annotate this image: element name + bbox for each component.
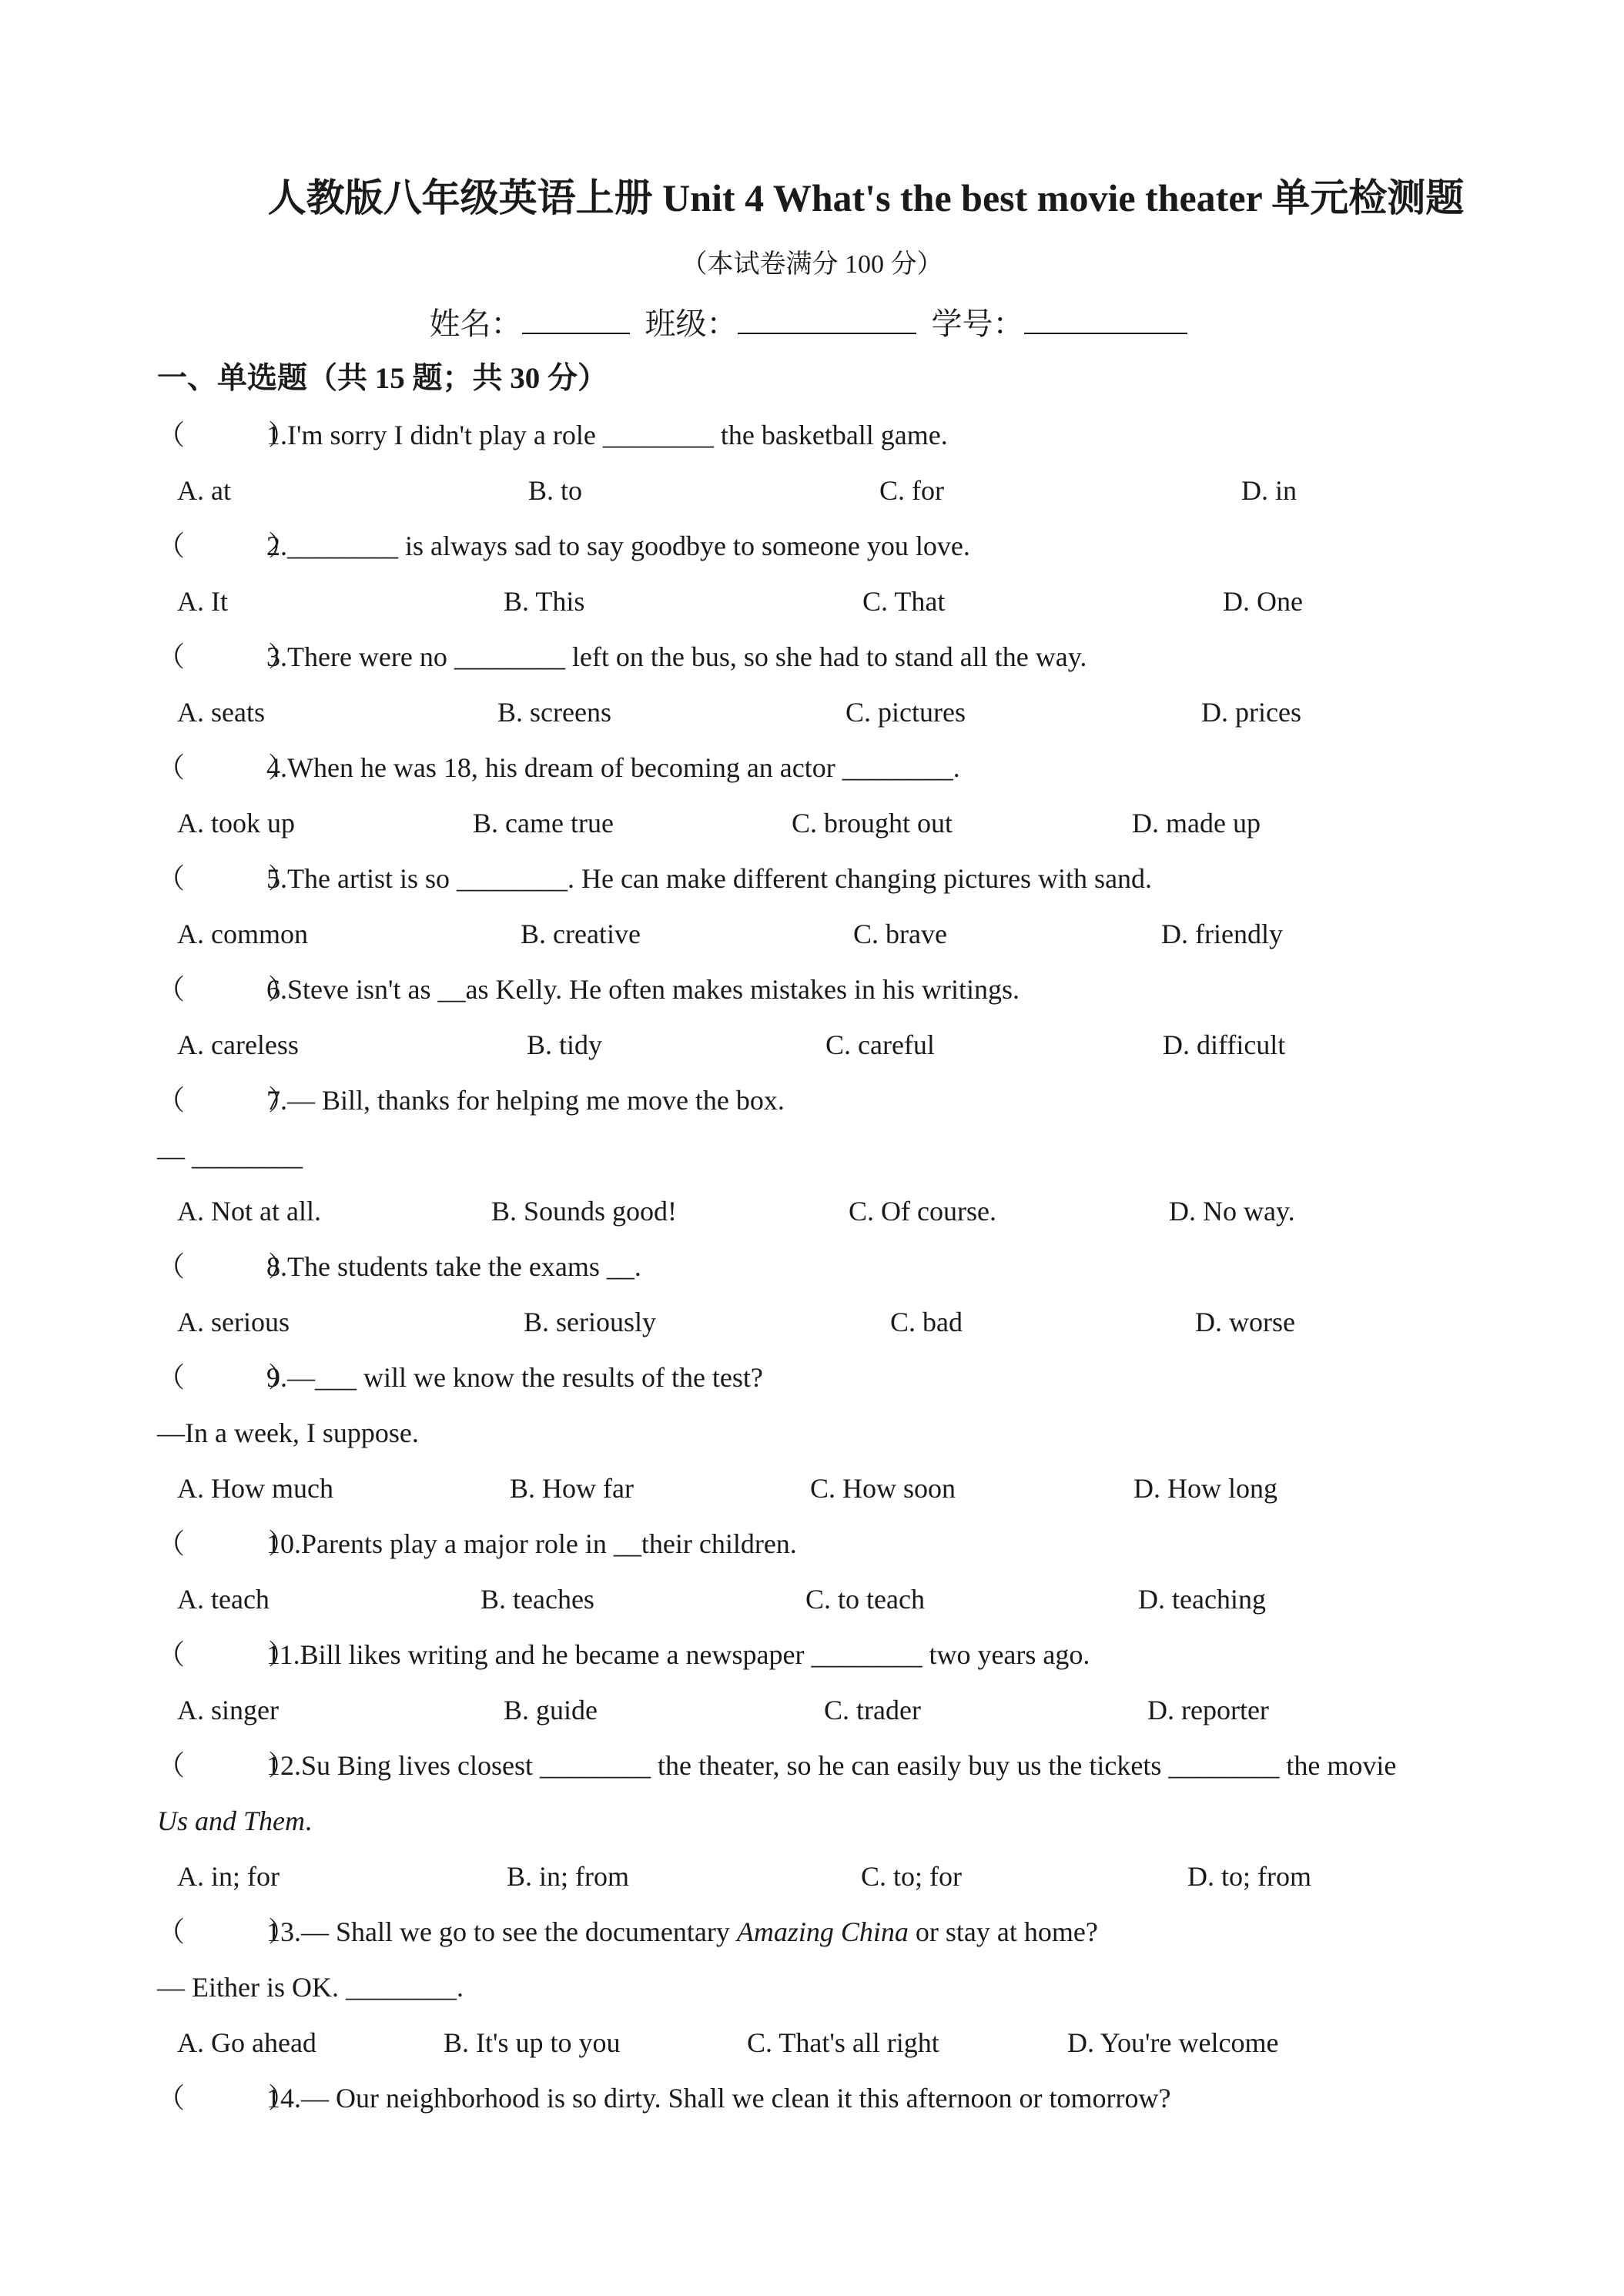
question-11 (157, 1635, 1090, 1674)
question-8 (157, 1247, 641, 1286)
question-12 (157, 1746, 1396, 1785)
question-stem: 5.The artist is so ________. He can make different changing pictures with sand. (266, 863, 1153, 894)
question-stem-end: or stay at home? (908, 1916, 1098, 1947)
answer-paren: （ ） (157, 420, 296, 450)
option-a: A. singer (177, 1695, 279, 1725)
option-b: B. This (504, 586, 585, 617)
answer-paren: （ ） (157, 1916, 296, 1947)
option-b: B. to (528, 475, 583, 506)
exam-title: 人教版八年级英语上册 Unit 4 What's the best movie theater 单元检测题 (267, 176, 1465, 219)
option-a: A. Not at all. (177, 1196, 321, 1227)
answer-paren: （ ） (157, 1639, 296, 1670)
option-b: B. Sounds good! (491, 1196, 678, 1227)
section-title: 一、单选题（共 15 题；共 30 分） (157, 362, 608, 395)
question-9 (157, 1358, 763, 1397)
options-5 (177, 915, 1332, 953)
class-label: 班级： (645, 306, 738, 341)
option-a: A. careless (177, 1029, 299, 1060)
option-d: D. worse (1195, 1307, 1295, 1337)
option-b: B. tidy (527, 1029, 603, 1060)
movie-title: Us and Them (157, 1806, 306, 1836)
period: . (305, 1806, 313, 1836)
option-b: B. teaches (481, 1584, 594, 1615)
option-a: A. common (177, 919, 308, 949)
name-field (430, 302, 638, 346)
question-13 (157, 1913, 1098, 1951)
answer-paren: （ ） (157, 1362, 296, 1393)
option-b: B. It's up to you (444, 2027, 621, 2058)
option-a: A. seats (177, 697, 265, 728)
answer-paren: （ ） (157, 530, 296, 561)
answer-paren: （ ） (157, 974, 296, 1005)
question-stem: 4.When he was 18, his dream of becoming an actor ________. (266, 752, 960, 783)
options-8 (177, 1303, 1332, 1341)
option-b: B. creative (521, 919, 641, 949)
number-blank (1024, 302, 1187, 334)
class-field (645, 302, 924, 346)
student-info (0, 302, 1624, 346)
question-6 (157, 970, 1020, 1009)
answer-paren: （ ） (157, 1528, 296, 1559)
number-label: 学号： (931, 306, 1024, 341)
question-1 (157, 416, 948, 454)
option-c: C. brought out (792, 808, 953, 838)
option-d: D. teaching (1138, 1584, 1266, 1615)
name-blank (522, 302, 630, 334)
option-b: B. guide (504, 1695, 598, 1725)
option-d: D. made up (1132, 808, 1261, 838)
question-stem: 3.There were no ________ left on the bus, so she had to stand all the way. (266, 641, 1087, 672)
option-a: A. How much (177, 1473, 333, 1504)
options-10 (177, 1580, 1332, 1618)
question-stem: 12.Su Bing lives closest ________ the theater, so he can easily buy us the tickets ________ the movie (266, 1750, 1397, 1781)
question-3 (157, 638, 1087, 676)
options-7 (177, 1192, 1332, 1230)
option-c: C. trader (824, 1695, 921, 1725)
answer-paren: （ ） (157, 863, 296, 894)
option-d: D. difficult (1163, 1029, 1286, 1060)
option-d: D. reporter (1147, 1695, 1269, 1725)
question-5 (157, 859, 1152, 898)
option-b: B. seriously (524, 1307, 657, 1337)
question-stem-start: 13.— Shall we go to see the documentary (266, 1916, 737, 1947)
exam-subtitle: （本试卷满分 100 分） (681, 250, 943, 279)
question-stem: 14.— Our neighborhood is so dirty. Shall we clean it this afternoon or tomorrow? (266, 2083, 1171, 2114)
option-c: C. pictures (845, 697, 966, 728)
options-6 (177, 1026, 1332, 1064)
option-d: D. to; from (1187, 1861, 1311, 1892)
option-a: A. at (177, 475, 231, 506)
answer-paren: （ ） (157, 752, 296, 783)
option-b: B. screens (497, 697, 611, 728)
question-stem: 8.The students take the exams __. (266, 1251, 641, 1282)
option-b: B. How far (510, 1473, 634, 1504)
number-field (932, 302, 1195, 346)
option-c: C. to; for (861, 1861, 962, 1892)
options-3 (177, 693, 1332, 731)
options-12 (177, 1857, 1332, 1896)
option-a: A. in; for (177, 1861, 280, 1892)
question-stem: 1.I'm sorry I didn't play a role ________ the basketball game. (266, 420, 948, 450)
question-10 (157, 1525, 797, 1563)
option-a: A. teach (177, 1584, 270, 1615)
class-blank (738, 302, 916, 334)
option-d: D. How long (1133, 1473, 1277, 1504)
question-stem: 10.Parents play a major role in __their children. (266, 1528, 797, 1559)
question-stem: 2.________ is always sad to say goodbye to someone you love. (266, 530, 970, 561)
options-1 (177, 471, 1332, 510)
options-13 (177, 2023, 1332, 2062)
option-c: C. for (879, 475, 944, 506)
option-d: D. You're welcome (1067, 2027, 1279, 2058)
question-12-continued (157, 1802, 312, 1840)
options-4 (177, 804, 1332, 842)
option-c: C. That's all right (747, 2027, 939, 2058)
option-c: C. How soon (810, 1473, 956, 1504)
question-13-reply: — Either is OK. ________. (157, 1972, 464, 2003)
question-7 (157, 1081, 785, 1120)
option-b: B. in; from (507, 1861, 629, 1892)
option-b: B. came true (473, 808, 614, 838)
name-label: 姓名： (429, 306, 522, 341)
question-4 (157, 748, 960, 787)
option-d: D. No way. (1169, 1196, 1295, 1227)
answer-paren: （ ） (157, 1251, 296, 1282)
answer-paren: （ ） (157, 2083, 296, 2114)
question-stem: 7.— Bill, thanks for helping me move the box. (266, 1085, 785, 1116)
question-stem: 6.Steve isn't as __as Kelly. He often makes mistakes in his writings. (266, 974, 1020, 1005)
option-a: A. Go ahead (177, 2027, 316, 2058)
option-d: D. One (1223, 586, 1303, 617)
option-d: D. friendly (1161, 919, 1283, 949)
question-9-reply: —In a week, I suppose. (157, 1417, 419, 1448)
option-c: C. careful (825, 1029, 935, 1060)
option-a: A. serious (177, 1307, 290, 1337)
option-d: D. prices (1201, 697, 1301, 728)
documentary-title: Amazing China (736, 1916, 909, 1947)
option-a: A. took up (177, 808, 295, 838)
option-c: C. That (862, 586, 946, 617)
option-c: C. brave (853, 919, 947, 949)
option-c: C. bad (890, 1307, 963, 1337)
options-9 (177, 1469, 1332, 1508)
option-c: C. to teach (805, 1584, 925, 1615)
question-2 (157, 527, 970, 565)
option-d: D. in (1241, 475, 1297, 506)
option-c: C. Of course. (849, 1196, 996, 1227)
question-stem: 11.Bill likes writing and he became a newspaper ________ two years ago. (266, 1639, 1090, 1670)
answer-paren: （ ） (157, 1085, 296, 1116)
answer-paren: （ ） (157, 641, 296, 672)
question-14 (157, 2079, 1170, 2117)
question-stem: 9.—___ will we know the results of the test? (266, 1362, 763, 1393)
option-a: A. It (177, 586, 228, 617)
options-11 (177, 1691, 1332, 1729)
options-2 (177, 582, 1332, 621)
answer-paren: （ ） (157, 1750, 296, 1781)
question-7-reply: — ________ (157, 1140, 303, 1171)
